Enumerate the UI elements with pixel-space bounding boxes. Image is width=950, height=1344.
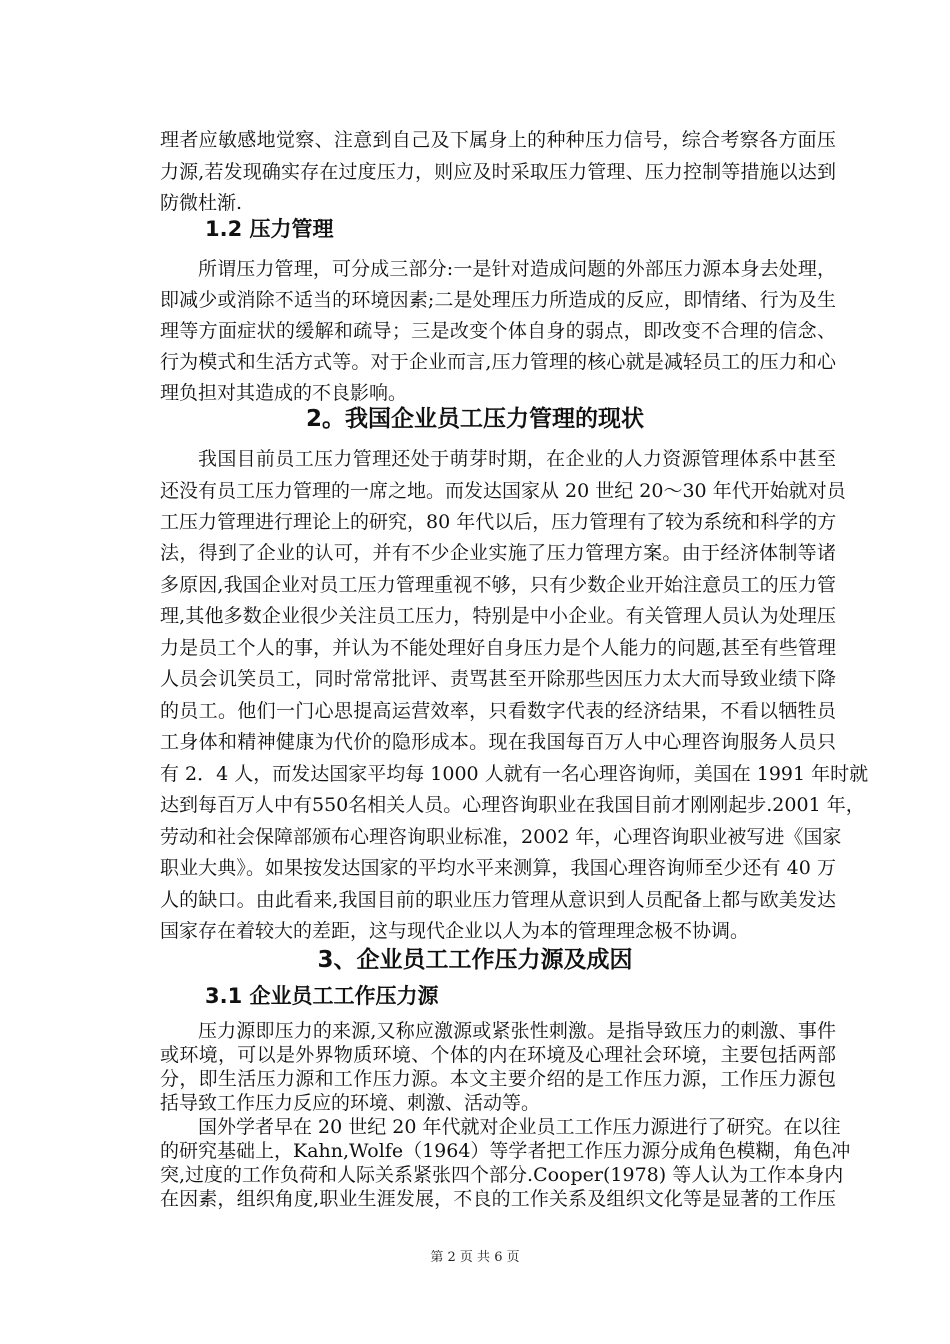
text-line: 工压力管理进行理论上的研究，80 年代以后，压力管理有了较为系统和科学的方 [160, 511, 837, 533]
text-line: 压力源即压力的来源,又称应激源或紧张性刺激。是指导致压力的刺激、事件 [198, 1020, 836, 1042]
text-line: 劳动和社会保障部颁布心理咨询职业标准，2002 年，心理咨询职业被写进《国家 [160, 826, 842, 848]
text-line: 理者应敏感地觉察、注意到自己及下属身上的种种压力信号，综合考察各方面压 [160, 129, 836, 151]
section-heading-3: 3、企业员工工作压力源及成因 [317, 947, 633, 973]
text-line: 在因素，组织角度,职业生涯发展，不良的工作关系及组织文化等是显著的工作压 [160, 1188, 836, 1210]
text-line: 达到每百万人中有550名相关人员。心理咨询职业在我国目前才刚刚起步.2001 年， [160, 794, 865, 816]
text-line: 或环境，可以是外界物质环境、个体的内在环境及心理社会环境，主要包括两部 [160, 1044, 836, 1066]
text-line: 括导致工作压力反应的环境、刺激、活动等。 [160, 1092, 541, 1114]
text-line: 分，即生活压力源和工作压力源。本文主要介绍的是工作压力源，工作压力源包 [160, 1068, 836, 1090]
text-line: 理负担对其造成的不良影响。 [160, 382, 408, 404]
text-line: 我国目前员工压力管理还处于萌芽时期，在企业的人力资源管理体系中甚至 [198, 448, 836, 470]
section-heading-3-1: 3.1 企业员工工作压力源 [205, 984, 439, 1008]
text-line: 的研究基础上，Kahn,Wolfe（1964）等学者把工作压力源分成角色模糊，角色冲 [160, 1140, 851, 1162]
text-line: 力源,若发现确实存在过度压力，则应及时采取压力管理、压力控制等措施以达到 [160, 161, 836, 183]
text-line: 力是员工个人的事，并认为不能处理好自身压力是个人能力的问题,甚至有些管理 [160, 637, 836, 659]
text-line: 国家存在着较大的差距，这与现代企业以人为本的管理理念极不协调。 [160, 920, 750, 942]
text-line: 人员会讥笑员工，同时常常批评、责骂甚至开除那些因压力太大而导致业绩下降 [160, 668, 836, 690]
text-line: 所谓压力管理，可分成三部分:一是针对造成问题的外部压力源本身去处理， [198, 258, 836, 280]
text-line: 工身体和精神健康为代价的隐形成本。现在我国每百万人中心理咨询服务人员只 [160, 731, 836, 753]
text-line: 法，得到了企业的认可，并有不少企业实施了压力管理方案。由于经济体制等诸 [160, 542, 836, 564]
text-line: 还没有员工压力管理的一席之地。而发达国家从 20 世纪 20～30 年代开始就对员 [160, 480, 846, 502]
text-line: 突,过度的工作负荷和人际关系紧张四个部分.Cooper(1978) 等人认为工作本身内 [160, 1164, 844, 1186]
text-line: 职业大典》。如果按发达国家的平均水平来测算，我国心理咨询师至少还有 40 万 [160, 857, 836, 879]
text-line: 行为模式和生活方式等。对于企业而言,压力管理的核心就是减轻员工的压力和心 [160, 351, 836, 373]
text-line: 理等方面症状的缓解和疏导；三是改变个体自身的弱点，即改变不合理的信念、 [160, 320, 836, 342]
text-line: 的员工。他们一门心思提高运营效率，只看数字代表的经济结果，不看以牺牲员 [160, 700, 836, 722]
section-heading-1-2: 1.2 压力管理 [205, 217, 334, 241]
text-line: 人的缺口。由此看来,我国目前的职业压力管理从意识到人员配备上都与欧美发达 [160, 889, 836, 911]
section-heading-2: 2。我国企业员工压力管理的现状 [305, 406, 644, 432]
text-line: 有 2．4 人，而发达国家平均每 1000 人就有一名心理咨询师，美国在 1991 年时就 [160, 763, 869, 785]
text-line: 多原因,我国企业对员工压力管理重视不够，只有少数企业开始注意员工的压力管 [160, 574, 836, 596]
page-number-footer: 第 2 页 共 6 页 [430, 1250, 520, 1265]
text-line: 理,其他多数企业很少关注员工压力，特别是中小企业。有关管理人员认为处理压 [160, 605, 836, 627]
text-line: 防微杜渐. [160, 192, 243, 214]
text-line: 国外学者早在 20 世纪 20 年代就对企业员工工作压力源进行了研究。在以往 [198, 1116, 841, 1138]
text-line: 即减少或消除不适当的环境因素;二是处理压力所造成的反应，即情绪、行为及生 [160, 289, 836, 311]
